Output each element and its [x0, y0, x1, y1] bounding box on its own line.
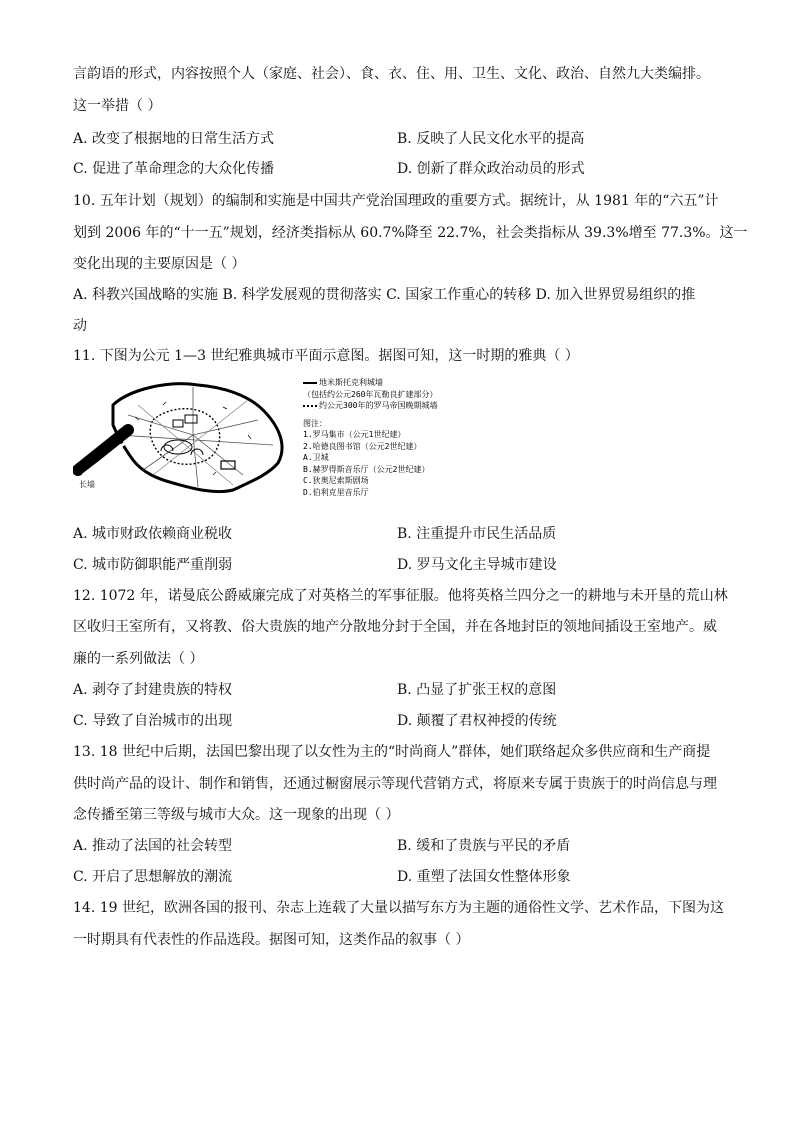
q13-stem-line3: 念传播至第三等级与城市大众。这一现象的出现（ ）: [73, 807, 400, 823]
q10-options-line: A. 科教兴国战略的实施 B. 科学发展观的贯彻落实 C. 国家工作重心的转移 D. 加入世界贸易组织的推: [73, 287, 696, 303]
legend-solid-wall-note: （包括约公元260年瓦勒良扩建部分）: [303, 389, 438, 399]
athens-map-image: [73, 375, 298, 510]
q10-stem-line1: 10. 五年计划（规划）的编制和实施是中国共产党治国理政的重要方式。据统计，从 1981 年的“六五”计: [73, 193, 719, 209]
q14-stem-line1: 14. 19 世纪，欧洲各国的报刊、杂志上连载了大量以描写东方为主题的通俗性文学、艺术作品，下图为这: [73, 900, 724, 916]
q9-option-d: D. 创新了群众政治动员的形式: [397, 161, 585, 177]
q13-option-b: B. 缓和了贵族与平民的矛盾: [397, 838, 571, 854]
q10-options-line-cont: 动: [73, 318, 87, 334]
q11-option-c: C. 城市防御职能严重削弱: [73, 557, 233, 573]
q12-stem-line1: 12. 1072 年，诺曼底公爵威廉完成了对英格兰的军事征服。他将英格兰四分之一的耕地与未开垦的荒山林: [73, 588, 728, 604]
legend-item-b: B.赫罗得斯音乐厅（公元2世纪建）: [303, 464, 430, 474]
q13-stem-line2: 供时尚产品的设计、制作和销售，还通过橱窗展示等现代营销方式，将原来专属于贵族于的时尚信息与理: [73, 776, 717, 792]
q9-option-b: B. 反映了人民文化水平的提高: [397, 131, 585, 147]
q12-option-c: C. 导致了自治城市的出现: [73, 713, 233, 729]
legend-solid-wall: 地米斯托克利城墙: [319, 378, 383, 387]
legend-item-d: D.伯利克里音乐厅: [303, 487, 369, 497]
q14-stem-line2: 一时期具有代表性的作品选段。据图可知，这类作品的叙事（ ）: [73, 932, 470, 948]
q12-option-d: D. 颠覆了君权神授的传统: [397, 713, 557, 729]
athens-city-plan-figure: [73, 375, 473, 520]
q11-option-d: D. 罗马文化主导城市建设: [397, 557, 557, 573]
q9-stem-line1: 言韵语的形式，内容按照个人（家庭、社会）、食、衣、住、用、卫生、文化、政治、自然九大类编排。: [73, 66, 710, 82]
q11-option-b: B. 注重提升市民生活品质: [397, 526, 557, 542]
legend-heading: 图注：: [303, 418, 327, 428]
q13-stem-line1: 13. 18 世纪中后期，法国巴黎出现了以女性为主的“时尚商人”群体，她们联络起众多供应商和生产商提: [73, 744, 711, 760]
q10-stem-line3: 变化出现的主要原因是（ ）: [73, 256, 246, 272]
q13-option-c: C. 开启了思想解放的潮流: [73, 869, 233, 885]
q11-stem: 11. 下图为公元 1—3 世纪雅典城市平面示意图。据图可知，这一时期的雅典（ ）: [73, 348, 579, 364]
q9-stem-line2: 这一举措（ ）: [73, 98, 162, 114]
q11-option-a: A. 城市财政依赖商业税收: [73, 526, 233, 542]
q9-option-a: A. 改变了根据地的日常生活方式: [73, 131, 275, 147]
legend-item-c: C.狄奥尼索斯剧场: [303, 476, 369, 485]
q13-option-d: D. 重塑了法国女性整体形象: [397, 869, 571, 885]
q12-stem-line3: 廉的一系列做法（ ）: [73, 651, 204, 667]
q12-stem-line2: 区收归王室所有，又将教、俗大贵族的地产分散地分封于全国，并在各地封臣的领地间插设王室地产。威: [73, 619, 717, 635]
q9-option-c: C. 促进了革命理念的大众化传播: [73, 161, 275, 177]
q12-option-a: A. 剥夺了封建贵族的特权: [73, 682, 233, 698]
legend-dotted-wall: 约公元300年的罗马帝国晚期城墙: [319, 401, 438, 410]
q12-option-b: B. 凸显了扩张王权的意图: [397, 682, 557, 698]
legend-item-1: 1.罗马集市（公元1世纪建）: [303, 430, 406, 439]
legend-item-a: A.卫城: [303, 453, 329, 462]
q10-stem-line2: 划到 2006 年的“十一五”规划，经济类指标从 60.7%降至 22.7%，社会类指标从 39.3%增至 77.3%。这一: [73, 225, 748, 241]
dotted-wall-symbol: [303, 405, 317, 407]
legend-item-2: 2.哈德良图书馆（公元2世纪建）: [303, 441, 422, 451]
long-wall-label: 长墙: [79, 480, 95, 489]
solid-wall-symbol: [303, 382, 317, 384]
q13-option-a: A. 推动了法国的社会转型: [73, 838, 233, 854]
map-legend: [303, 377, 478, 498]
